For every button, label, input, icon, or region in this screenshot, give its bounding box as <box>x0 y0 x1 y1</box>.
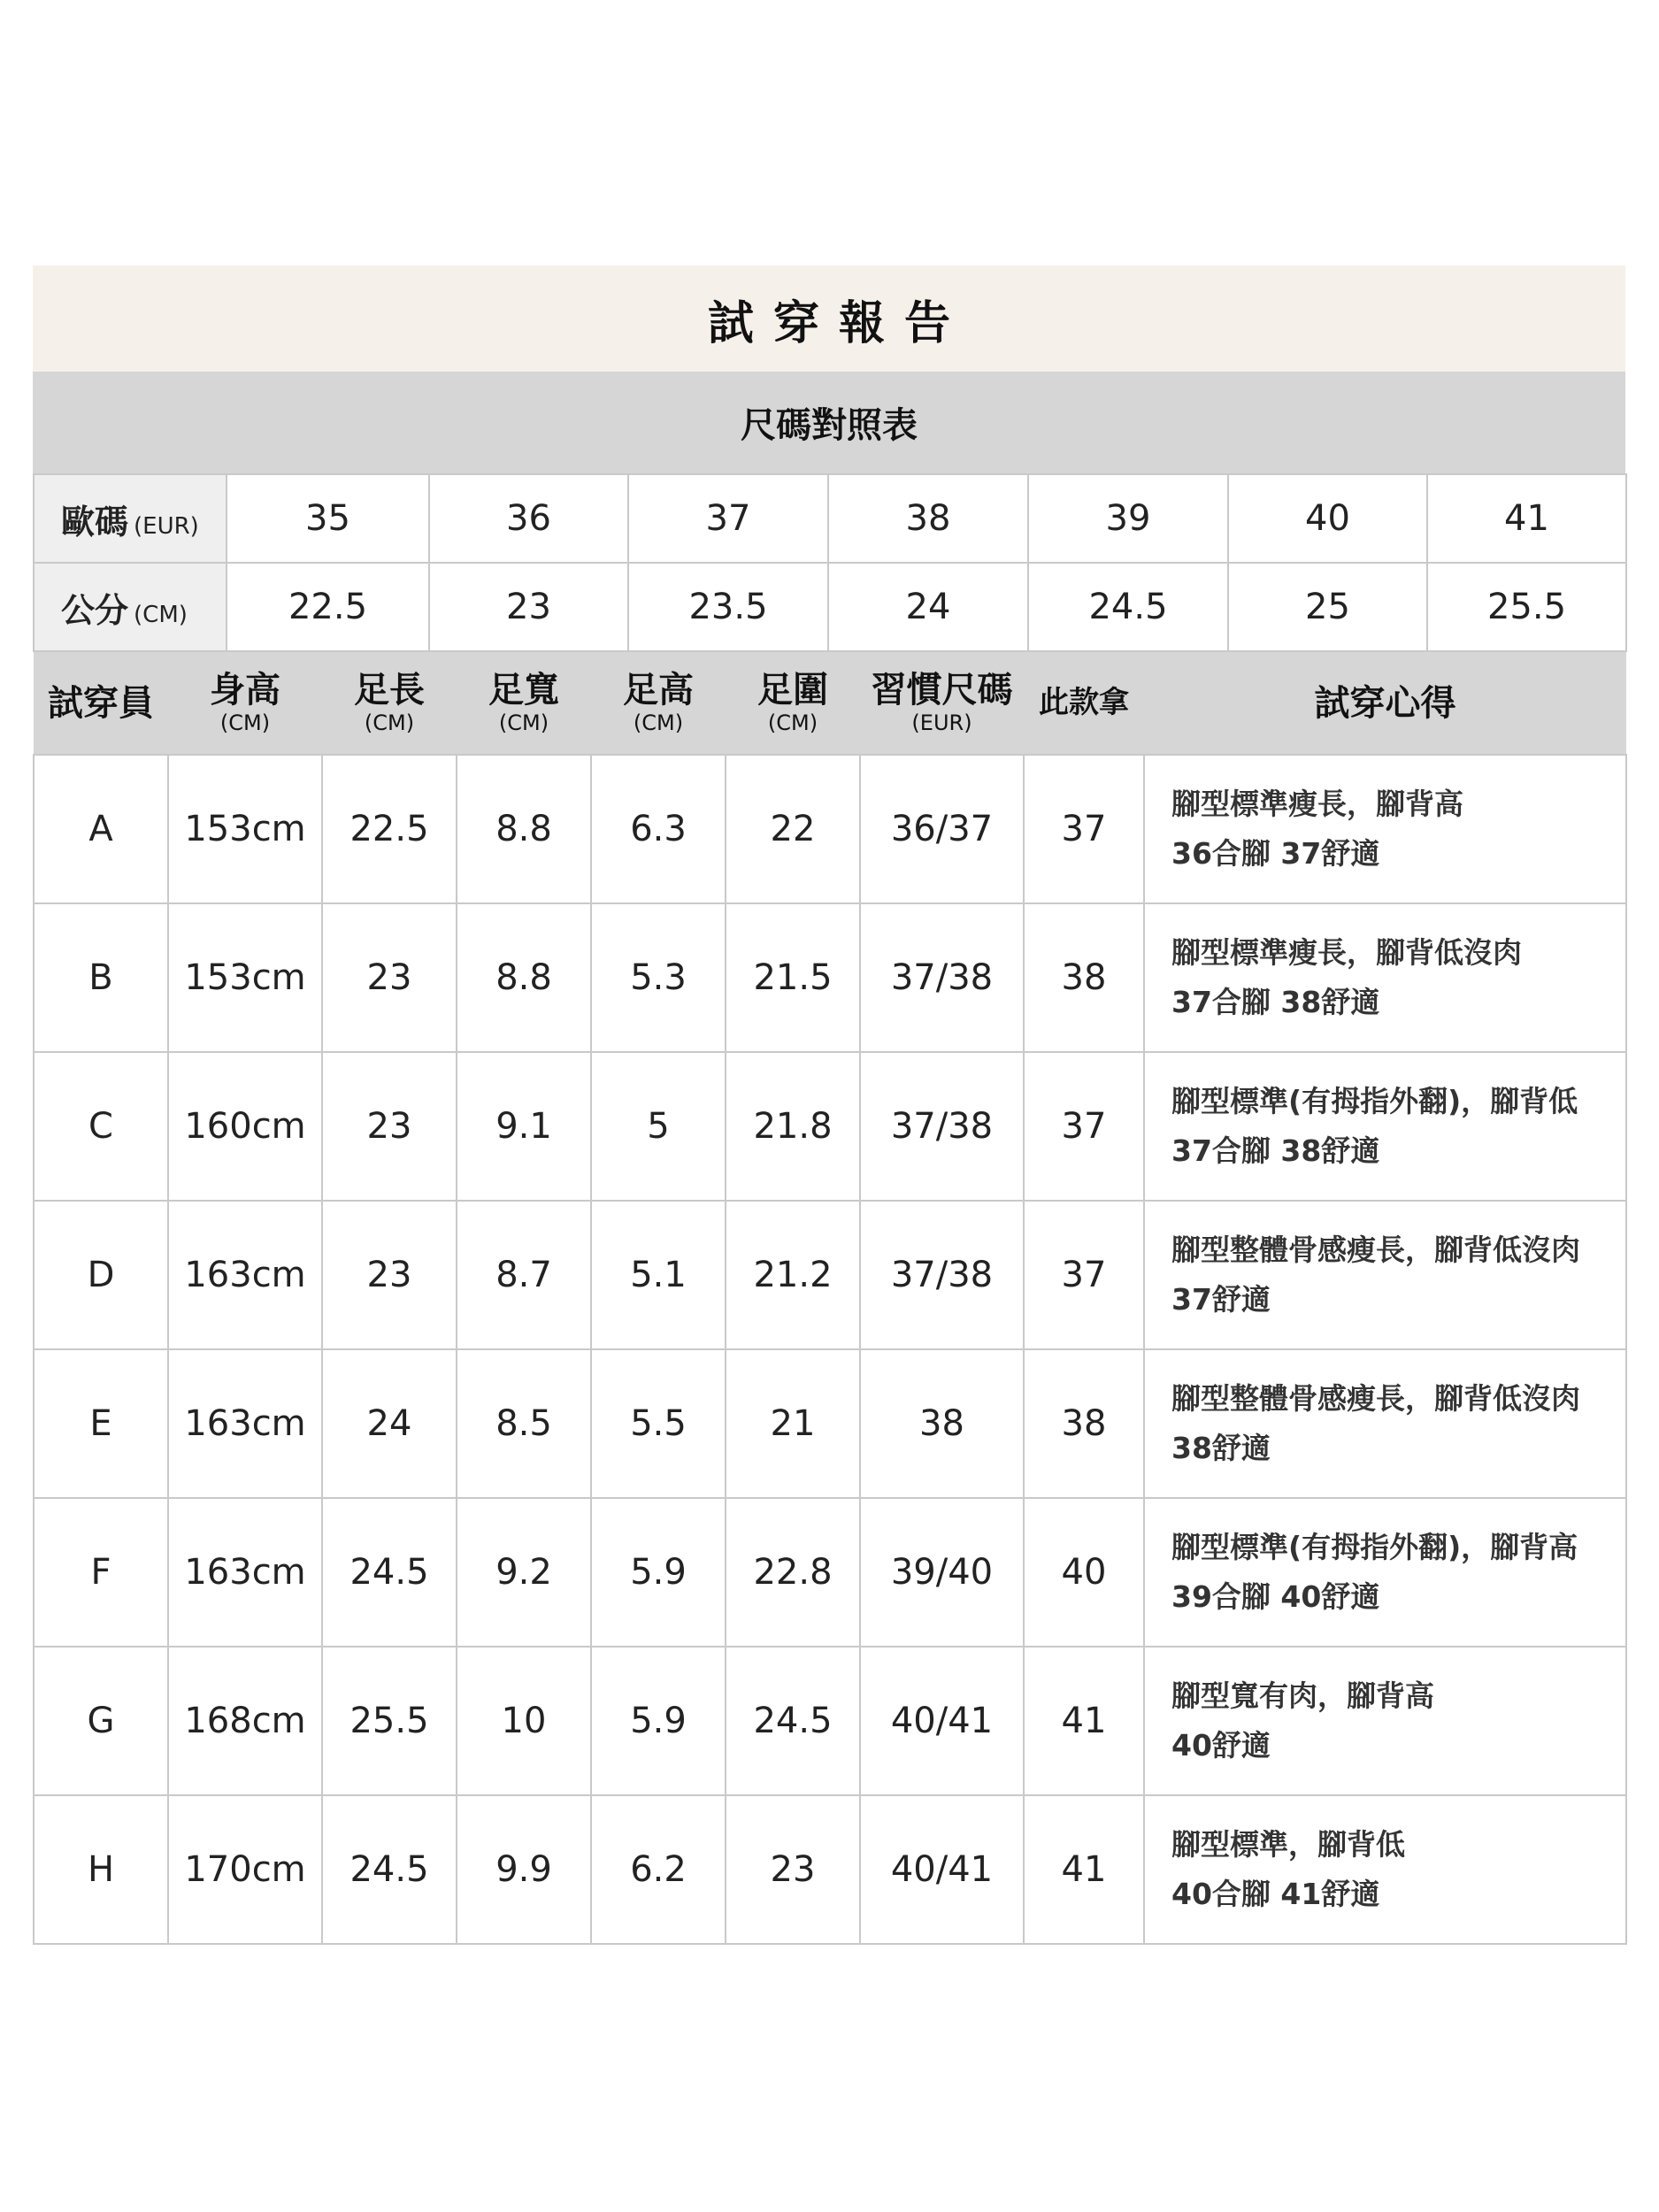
fit-note-cell <box>1144 1795 1626 1944</box>
foot-width-cell: 8.5 <box>457 1349 591 1498</box>
foot-length-cell: 23 <box>322 903 457 1052</box>
foot-height-cell: 6.2 <box>591 1795 726 1944</box>
usual-size-cell: 40/41 <box>860 1647 1024 1795</box>
foot-girth-cell: 22 <box>726 755 860 903</box>
tester-cell: A <box>34 755 168 903</box>
fit-note-line: 腳型寬有肉，腳背高 <box>1171 1678 1434 1713</box>
foot-height-cell: 5.1 <box>591 1201 726 1349</box>
fit-note-line: 40舒適 <box>1171 1728 1271 1763</box>
fit-note-line: 腳型標準(有拇指外翻)，腳背低 <box>1171 1083 1578 1118</box>
fit-note-line: 腳型整體骨感瘦長，腳背低沒肉 <box>1171 1232 1580 1267</box>
foot-height-cell: 5.5 <box>591 1349 726 1498</box>
tester-cell: H <box>34 1795 168 1944</box>
chosen-size-cell: 38 <box>1024 903 1144 1052</box>
foot-height-cell: 5.3 <box>591 903 726 1052</box>
foot-length-cell: 22.5 <box>322 755 457 903</box>
cm-size-cell: 23 <box>429 563 628 651</box>
cm-size-row <box>34 563 1626 651</box>
tester-cell: G <box>34 1647 168 1795</box>
fit-note-cell <box>1144 1052 1626 1201</box>
foot-length-cell: 23 <box>322 1201 457 1349</box>
fit-note-line: 腳型標準(有拇指外翻)，腳背高 <box>1171 1529 1578 1564</box>
fit-note-cell <box>1144 903 1626 1052</box>
header-foot-height: 足高 (CM) <box>623 669 694 735</box>
size-chart-title: 尺碼對照表 <box>33 372 1625 473</box>
foot-width-cell: 9.1 <box>457 1052 591 1201</box>
header-foot-girth: 足圍 (CM) <box>757 669 828 735</box>
fit-note-line: 37合腳 38舒適 <box>1171 985 1380 1019</box>
table-row <box>34 1647 1626 1795</box>
foot-length-cell: 24.5 <box>322 1498 457 1647</box>
eur-size-row <box>34 474 1626 563</box>
fit-report <box>33 265 1625 1945</box>
cm-size-cell: 24.5 <box>1028 563 1228 651</box>
eur-size-cell: 35 <box>227 474 429 563</box>
fit-note-line: 腳型標準瘦長，腳背低沒肉 <box>1171 934 1522 970</box>
foot-height-cell: 6.3 <box>591 755 726 903</box>
eur-size-cell: 41 <box>1427 474 1626 563</box>
foot-width-cell: 10 <box>457 1647 591 1795</box>
cm-size-cell: 24 <box>828 563 1028 651</box>
eur-size-cell: 38 <box>828 474 1028 563</box>
fit-note-line: 腳型標準，腳背低 <box>1171 1826 1405 1862</box>
fit-note-line: 腳型整體骨感瘦長，腳背低沒肉 <box>1171 1380 1580 1416</box>
chosen-size-cell: 37 <box>1024 1201 1144 1349</box>
fit-note-line: 37舒適 <box>1171 1282 1271 1317</box>
fit-note-line: 37合腳 38舒適 <box>1171 1133 1380 1168</box>
height-cell: 153cm <box>168 755 322 903</box>
table-row <box>34 1052 1626 1201</box>
header-foot-width: 足寬 (CM) <box>488 669 559 735</box>
usual-size-cell: 38 <box>860 1349 1024 1498</box>
header-height: 身高 (CM) <box>210 669 280 735</box>
header-foot-length: 足長 (CM) <box>354 669 425 735</box>
height-cell: 153cm <box>168 903 322 1052</box>
fit-note-cell <box>1144 1498 1626 1647</box>
height-cell: 163cm <box>168 1349 322 1498</box>
cm-size-cell: 23.5 <box>628 563 828 651</box>
foot-width-cell: 8.8 <box>457 903 591 1052</box>
header-fit-notes: 試穿心得 <box>1314 682 1456 724</box>
fit-note-line: 38舒適 <box>1171 1431 1271 1465</box>
fit-note-cell <box>1144 1201 1626 1349</box>
fit-table-body <box>34 755 1626 1944</box>
chosen-size-cell: 41 <box>1024 1795 1144 1944</box>
usual-size-cell: 37/38 <box>860 1201 1024 1349</box>
foot-girth-cell: 21.5 <box>726 903 860 1052</box>
fit-results-table <box>33 652 1627 1945</box>
fit-table-header <box>34 652 1626 755</box>
table-row <box>34 1795 1626 1944</box>
chosen-size-cell: 37 <box>1024 755 1144 903</box>
foot-width-cell: 9.2 <box>457 1498 591 1647</box>
foot-length-cell: 24 <box>322 1349 457 1498</box>
usual-size-cell: 40/41 <box>860 1795 1024 1944</box>
height-cell: 170cm <box>168 1795 322 1944</box>
foot-width-cell: 8.8 <box>457 755 591 903</box>
eur-size-cell: 40 <box>1228 474 1427 563</box>
foot-length-cell: 25.5 <box>322 1647 457 1795</box>
fit-note-cell <box>1144 755 1626 903</box>
cm-row-label: 公分 (CM) <box>34 563 227 651</box>
usual-size-cell: 37/38 <box>860 1052 1024 1201</box>
usual-size-cell: 39/40 <box>860 1498 1024 1647</box>
cm-size-cell: 22.5 <box>227 563 429 651</box>
table-row <box>34 1349 1626 1498</box>
foot-length-cell: 24.5 <box>322 1795 457 1944</box>
header-chosen-size: 此款拿 <box>1039 684 1129 720</box>
report-title: 試穿報告 <box>33 265 1625 372</box>
foot-girth-cell: 21 <box>726 1349 860 1498</box>
fit-note-line: 36合腳 37舒適 <box>1171 836 1380 871</box>
foot-height-cell: 5 <box>591 1052 726 1201</box>
fit-note-cell <box>1144 1349 1626 1498</box>
foot-girth-cell: 24.5 <box>726 1647 860 1795</box>
fit-note-line: 40合腳 41舒適 <box>1171 1877 1380 1911</box>
chosen-size-cell: 37 <box>1024 1052 1144 1201</box>
cm-size-cell: 25.5 <box>1427 563 1626 651</box>
foot-girth-cell: 22.8 <box>726 1498 860 1647</box>
foot-width-cell: 9.9 <box>457 1795 591 1944</box>
tester-cell: B <box>34 903 168 1052</box>
eur-size-cell: 36 <box>429 474 628 563</box>
foot-girth-cell: 21.8 <box>726 1052 860 1201</box>
size-conversion-table <box>33 473 1627 652</box>
foot-width-cell: 8.7 <box>457 1201 591 1349</box>
fit-note-line: 39合腳 40舒適 <box>1171 1579 1380 1614</box>
usual-size-cell: 36/37 <box>860 755 1024 903</box>
table-row <box>34 1201 1626 1349</box>
height-cell: 163cm <box>168 1498 322 1647</box>
height-cell: 160cm <box>168 1052 322 1201</box>
eur-row-label: 歐碼 (EUR) <box>34 474 227 563</box>
cm-size-cell: 25 <box>1228 563 1427 651</box>
foot-girth-cell: 21.2 <box>726 1201 860 1349</box>
foot-height-cell: 5.9 <box>591 1498 726 1647</box>
chosen-size-cell: 40 <box>1024 1498 1144 1647</box>
table-row <box>34 755 1626 903</box>
height-cell: 163cm <box>168 1201 322 1349</box>
tester-cell: E <box>34 1349 168 1498</box>
table-row <box>34 1498 1626 1647</box>
tester-cell: F <box>34 1498 168 1647</box>
foot-girth-cell: 23 <box>726 1795 860 1944</box>
tester-cell: D <box>34 1201 168 1349</box>
foot-height-cell: 5.9 <box>591 1647 726 1795</box>
eur-size-cell: 37 <box>628 474 828 563</box>
eur-size-cell: 39 <box>1028 474 1228 563</box>
height-cell: 168cm <box>168 1647 322 1795</box>
chosen-size-cell: 38 <box>1024 1349 1144 1498</box>
usual-size-cell: 37/38 <box>860 903 1024 1052</box>
tester-cell: C <box>34 1052 168 1201</box>
fit-note-cell <box>1144 1647 1626 1795</box>
fit-note-line: 腳型標準瘦長，腳背高 <box>1171 786 1463 821</box>
foot-length-cell: 23 <box>322 1052 457 1201</box>
header-tester: 試穿員 <box>48 682 154 724</box>
table-row <box>34 903 1626 1052</box>
header-usual-size: 習慣尺碼 (EUR) <box>871 669 1013 735</box>
chosen-size-cell: 41 <box>1024 1647 1144 1795</box>
